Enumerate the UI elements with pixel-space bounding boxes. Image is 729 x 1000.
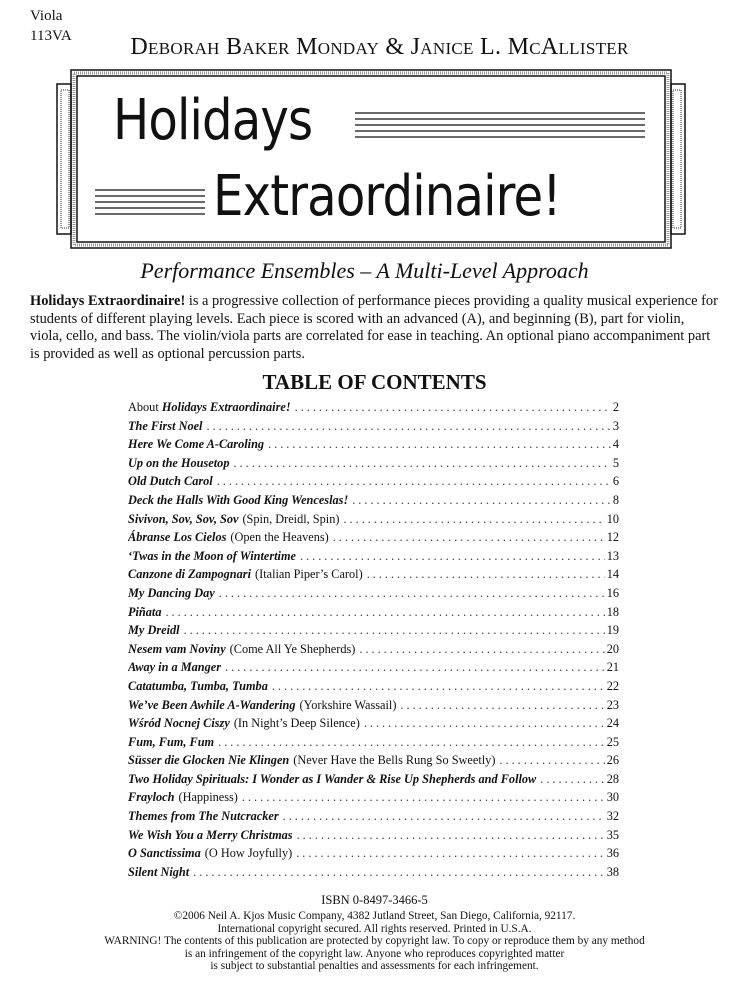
toc-entry: [128, 735, 619, 754]
toc-entry-page: 25: [606, 734, 619, 749]
toc-entry-prefix: About: [128, 400, 162, 414]
toc-entry-page: 35: [606, 827, 619, 842]
toc-leader-dots: [206, 419, 610, 434]
toc-entry: [128, 865, 619, 884]
toc-heading: TABLE OF CONTENTS: [262, 370, 487, 394]
toc-entry-title: Themes from The Nutcracker: [128, 809, 279, 824]
toc-entry-page: 30: [606, 790, 619, 805]
toc-entry-title: Sivivon, Sov, Sov, Sov: [128, 511, 239, 526]
intro-paragraph: [30, 293, 718, 363]
toc-entry-subtitle: (Happiness): [178, 790, 238, 805]
toc-entry-page: 12: [606, 530, 619, 545]
toc-entry-subtitle: (In Night’s Deep Silence): [233, 716, 360, 731]
footer-line: International copyright secured. All rights reserved. Printed in U.S.A.: [217, 922, 532, 935]
toc-entry-title: O Sanctissima: [128, 846, 201, 861]
toc-entry-subtitle: (Come All Ye Shepherds): [229, 641, 356, 656]
footer: [0, 910, 729, 973]
toc-entry: [128, 679, 619, 698]
toc-entry-subtitle: (Never Have the Bells Rung So Sweetly): [293, 753, 496, 768]
toc-leader-dots: [233, 456, 610, 471]
toc-leader-dots: [296, 846, 604, 861]
toc-entry-page: 38: [606, 864, 619, 879]
toc-entry: [128, 809, 619, 828]
toc-entry: [128, 790, 619, 809]
toc-entry: [128, 567, 619, 586]
toc-leader-dots: [499, 753, 604, 768]
toc-leader-dots: [272, 679, 605, 694]
toc-entry-title: Old Dutch Carol: [128, 474, 213, 489]
toc-entry: [128, 549, 619, 568]
toc-leader-dots: [359, 642, 604, 657]
isbn: ISBN 0-8497-3466-5: [321, 893, 428, 907]
toc-entry-title: Nesem vam Noviny: [128, 641, 226, 656]
toc-entry-title: Holidays Extraordinaire!: [161, 400, 291, 414]
toc-entry-page: 2: [612, 400, 619, 414]
toc-entry: [128, 437, 619, 456]
toc-entry-title: Silent Night: [128, 864, 190, 879]
staff-lines-upper: [355, 113, 645, 137]
footer-line: WARNING! The contents of this publication are protected by copyright law. To copy or reproduce them by any method: [104, 935, 645, 948]
toc-leader-dots: [540, 772, 604, 787]
subtitle: Performance Ensembles – A Multi-Level Approach: [140, 258, 589, 283]
toc-entry: [128, 642, 619, 661]
toc-entry-page: 23: [606, 697, 619, 712]
toc-entry-title: Away in a Manger: [128, 660, 222, 675]
toc-leader-dots: [352, 493, 611, 508]
staff-lines-lower: [95, 190, 205, 214]
toc-leader-dots: [400, 698, 604, 713]
toc-entry: [128, 828, 619, 847]
toc-entry-subtitle: (Open the Heavens): [230, 530, 329, 545]
title-frame: [55, 68, 686, 250]
toc-entry-page: 6: [612, 474, 619, 489]
authors: Deborah Baker Monday & Janice L. McAllister: [130, 34, 629, 60]
toc-entry: [128, 493, 619, 512]
toc-leader-dots: [295, 400, 611, 415]
toc-entry: [128, 716, 619, 735]
toc-entry-subtitle: (Yorkshire Wassail): [299, 697, 397, 712]
toc-entry: [128, 753, 619, 772]
toc-entry-title: We Wish You a Merry Christmas: [128, 827, 293, 842]
toc-entry-subtitle: (Italian Piper’s Carol): [255, 567, 363, 582]
toc-entry-title: Canzone di Zampognari: [128, 567, 251, 582]
toc-entry: [128, 698, 619, 717]
toc-entry-page: 8: [612, 492, 619, 507]
toc-entry-subtitle: (Spin, Dreidl, Spin): [242, 511, 340, 526]
instrument-name: Viola: [30, 8, 63, 24]
title-line-1: Holidays: [113, 88, 313, 153]
footer-line: is subject to substantial penalties and assessments for each infringement.: [210, 960, 539, 973]
toc-leader-dots: [218, 735, 605, 750]
toc-entry-title: We’ve Been Awhile A-Wandering: [128, 697, 296, 712]
toc-entry-page: 3: [612, 418, 619, 433]
toc-entry-title: Wśród Nocnej Ciszy: [128, 716, 230, 731]
toc-leader-dots: [165, 605, 604, 620]
toc-entry: [128, 419, 619, 438]
toc-entry-title: Süsser die Glocken Nie Klingen: [128, 753, 290, 768]
toc-entry: [128, 623, 619, 642]
toc-entry-title: My Dancing Day: [128, 585, 215, 600]
toc-entry-title: ‘Twas in the Moon of Wintertime: [128, 548, 296, 563]
intro-text: is a progressive collection of performance pieces providing a quality musical experience for students of different playing levels. Each piece is scored with an advanced (A), and beginning (B), part for violin, viola, cello, and bass. The violin/viola parts are correlated for ease in teaching. An optional piano accompaniment part is provided as well as optional percussion parts.: [30, 293, 718, 362]
toc-entry-page: 21: [606, 660, 619, 675]
toc-entry-page: 5: [612, 455, 619, 470]
toc-leader-dots: [268, 437, 611, 452]
toc-entry-page: 13: [606, 548, 619, 563]
toc-leader-dots: [333, 530, 605, 545]
toc-entry-page: 24: [606, 716, 619, 731]
toc-entry-page: 16: [606, 585, 619, 600]
toc-entry: [128, 512, 619, 531]
toc-leader-dots: [300, 549, 605, 564]
title-line-2: Extraordinaire!: [213, 164, 561, 229]
toc-leader-dots: [343, 512, 604, 527]
toc-entry: [128, 400, 619, 419]
toc-entry: [128, 772, 619, 791]
toc-entry: [128, 474, 619, 493]
toc-entry-page: 19: [606, 623, 619, 638]
toc-leader-dots: [364, 716, 605, 731]
intro-bold-lead: Holidays Extraordinaire!: [30, 293, 186, 309]
toc-entry: [128, 530, 619, 549]
toc-entry-page: 28: [606, 771, 619, 786]
toc-entry-page: 4: [612, 437, 619, 452]
toc-leader-dots: [242, 790, 605, 805]
toc-entry: [128, 660, 619, 679]
toc-entry-title: Deck the Halls With Good King Wenceslas!: [128, 492, 349, 507]
toc-entry-page: 22: [606, 678, 619, 693]
toc-entry-page: 32: [606, 809, 619, 824]
toc-entry-title: Two Holiday Spirituals: I Wonder as I Wander & Rise Up Shepherds and Follow: [128, 771, 537, 786]
toc-leader-dots: [217, 474, 611, 489]
toc-leader-dots: [219, 586, 605, 601]
toc-entry-page: 36: [606, 846, 619, 861]
toc-leader-dots: [367, 567, 605, 582]
toc-leader-dots: [193, 865, 605, 880]
toc-leader-dots: [225, 660, 605, 675]
toc-entry-title: Ábranse Los Cielos: [128, 530, 227, 545]
toc-entry-title: Here We Come A-Caroling: [128, 437, 265, 452]
toc-entry-page: 14: [606, 567, 619, 582]
toc-entry-title: Fum, Fum, Fum: [128, 734, 215, 749]
toc-entry: [128, 586, 619, 605]
toc-entry-title: Up on the Housetop: [128, 455, 230, 470]
toc-leader-dots: [283, 809, 605, 824]
footer-line: is an infringement of the copyright law. Anyone who reproduces copyrighted matter: [184, 947, 565, 960]
toc-entry: [128, 605, 619, 624]
toc-leader-dots: [184, 623, 605, 638]
catalog-number: 113VA: [30, 28, 72, 44]
toc-entry-title: Piñata: [128, 604, 162, 619]
toc-entry-page: 10: [606, 511, 619, 526]
table-of-contents: [128, 400, 619, 883]
toc-entry-title: My Dreidl: [128, 623, 180, 638]
toc-entry-title: Frayloch: [128, 790, 175, 805]
toc-entry-page: 26: [606, 753, 619, 768]
toc-entry-page: 18: [606, 604, 619, 619]
toc-leader-dots: [297, 828, 605, 843]
toc-entry-title: The First Noel: [128, 418, 203, 433]
footer-line: ©2006 Neil A. Kjos Music Company, 4382 Jutland Street, San Diego, California, 92117.: [173, 910, 576, 922]
toc-entry-subtitle: (O How Joyfully): [204, 846, 293, 861]
toc-entry: [128, 456, 619, 475]
toc-entry-title: Catatumba, Tumba, Tumba: [128, 678, 268, 693]
toc-entry: [128, 846, 619, 865]
toc-entry-page: 20: [606, 641, 619, 656]
